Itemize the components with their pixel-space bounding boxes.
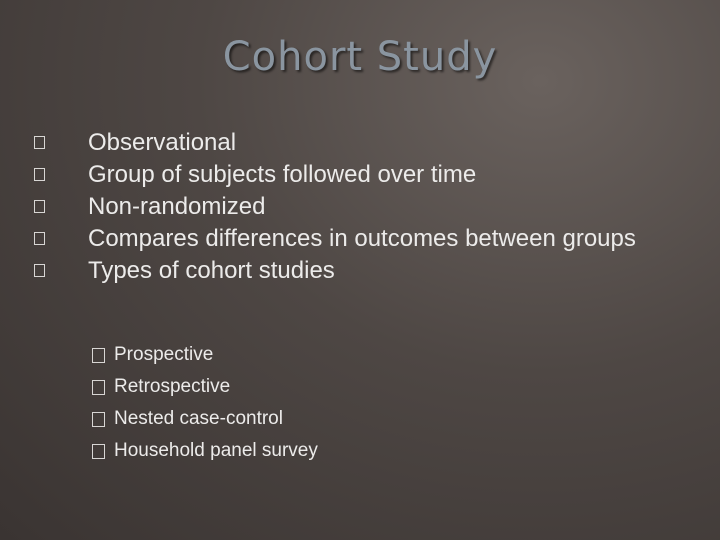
sub-bullet-text: Nested case-control: [114, 408, 283, 429]
sub-bullet-box-icon: [92, 348, 105, 363]
sub-list-item: [0, 375, 720, 399]
bullet-list: [0, 128, 720, 288]
sub-bullet-box-icon: [92, 380, 105, 395]
sub-list-item: [0, 343, 720, 367]
list-item: [0, 128, 720, 157]
list-item: [0, 192, 720, 221]
sub-bullet-text: Prospective: [114, 344, 214, 365]
sub-list-item: [0, 407, 720, 431]
sub-bullet-text: Household panel survey: [114, 440, 318, 461]
bullet-text: Group of subjects followed over time: [88, 161, 477, 188]
sub-bullet-list: [0, 343, 720, 471]
bullet-text: Compares differences in outcomes between groups: [88, 225, 636, 252]
list-item: [0, 160, 720, 189]
bullet-box-icon: [34, 168, 45, 181]
bullet-text: Observational: [88, 129, 237, 156]
bullet-text: Types of cohort studies: [88, 257, 335, 284]
sub-bullet-text: Retrospective: [114, 376, 231, 397]
list-item: [0, 224, 720, 253]
list-item: [0, 256, 720, 285]
sub-bullet-box-icon: [92, 412, 105, 427]
sub-list-item: [0, 439, 720, 463]
bullet-box-icon: [34, 136, 45, 149]
bullet-box-icon: [34, 200, 45, 213]
bullet-box-icon: [34, 264, 45, 277]
bullet-box-icon: [34, 232, 45, 245]
bullet-text: Non-randomized: [88, 193, 266, 220]
slide-title: Cohort Study: [222, 34, 498, 80]
sub-bullet-box-icon: [92, 444, 105, 459]
